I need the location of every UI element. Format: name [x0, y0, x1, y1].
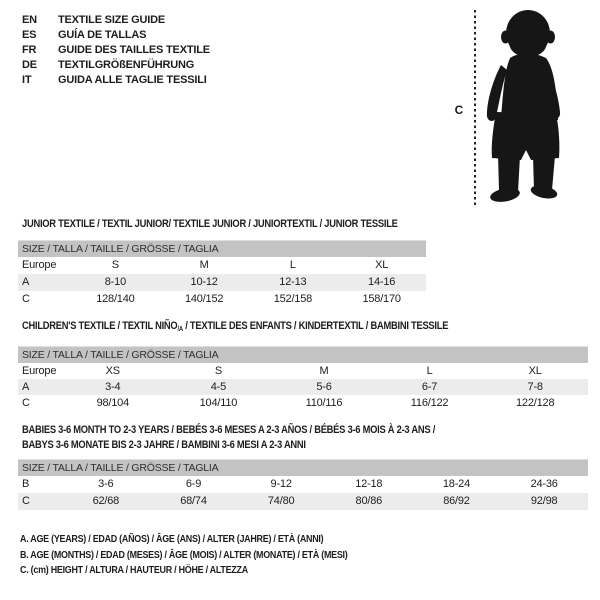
age-years-row	[18, 379, 588, 395]
legend-notes	[20, 532, 405, 579]
value-cell: 4-5	[166, 379, 272, 395]
value-cell: 3-4	[60, 379, 166, 395]
language-code: IT	[22, 74, 32, 86]
row-label: A	[18, 274, 71, 291]
height-cm-row	[18, 493, 588, 510]
language-title: TEXTILGRÖßENFÜHRUNG	[58, 59, 195, 71]
children-table-title	[22, 319, 448, 337]
language-title: GUIDE DES TAILLES TEXTILE	[58, 44, 210, 56]
value-cell: 68/74	[150, 493, 238, 510]
value-cell: 12-13	[249, 274, 338, 291]
babies-table-title	[22, 423, 435, 453]
language-row-en	[22, 13, 210, 28]
value-cell: 7-8	[482, 379, 588, 395]
value-cell: 152/158	[273, 293, 313, 305]
value-cell: 128/140	[96, 293, 135, 305]
europe-sizes-row	[18, 257, 426, 274]
value-cell: 98/104	[96, 396, 130, 409]
babies-title-line2: BABYS 3-6 MONATE BIS 2-3 JAHRE / BAMBINI 3-6 MESI A 2-3 ANNI	[22, 439, 306, 451]
height-cm-row	[18, 395, 588, 411]
language-title: TEXTILE SIZE GUIDE	[58, 14, 166, 26]
language-list	[22, 13, 210, 88]
value-cell: 12-18	[355, 478, 383, 490]
value-cell: 158/170	[362, 293, 401, 305]
language-row-de	[22, 58, 210, 73]
row-label: C	[22, 293, 30, 305]
children-title-suffix: / TEXTILE DES ENFANTS / KINDERTEXTIL / BAMBINI TESSILE	[182, 320, 449, 332]
value-cell: 5-6	[271, 379, 377, 395]
language-row-es	[22, 28, 210, 43]
value-cell: 122/128	[516, 396, 555, 409]
value-cell: 6-9	[185, 478, 202, 490]
note-age-years: A. AGE (YEARS) / EDAD (AÑOS) / ÂGE (ANS) / ALTER (JAHRE) / ETÀ (ANNI)	[20, 533, 324, 545]
size-header-label: SIZE / TALLA / TAILLE / GRÖSSE / TAGLIA	[18, 460, 588, 476]
value-cell: 8-10	[71, 274, 160, 291]
size-cell: XL	[375, 259, 389, 271]
size-header-row	[18, 347, 588, 363]
value-cell: 6-7	[377, 379, 483, 395]
row-label: C	[18, 493, 62, 510]
language-row-it	[22, 73, 210, 88]
row-label: Europe	[22, 364, 57, 377]
babies-title-line1: BABIES 3-6 MONTH TO 2-3 YEARS / BEBÉS 3-6 MESES A 2-3 AÑOS / BÉBÉS 3-6 MOIS À 2-3 ANS /	[22, 424, 436, 436]
value-cell: 92/98	[500, 493, 588, 510]
size-header-label: SIZE / TALLA / TAILLE / GRÖSSE / TAGLIA	[18, 241, 426, 257]
language-title: GUIDA ALLE TAGLIE TESSILI	[58, 74, 207, 86]
language-code: FR	[22, 44, 37, 56]
row-label: Europe	[22, 259, 57, 271]
value-cell: 86/92	[413, 493, 501, 510]
row-label: B	[22, 478, 30, 490]
height-label: C	[454, 103, 464, 117]
size-cell: XS	[105, 364, 120, 377]
baby-silhouette-icon	[486, 8, 570, 206]
value-cell: 24-36	[530, 478, 558, 490]
size-cell: L	[289, 259, 296, 271]
size-cell: M	[319, 364, 329, 377]
row-label: A	[18, 379, 60, 395]
value-cell: 80/86	[325, 493, 413, 510]
value-cell: 62/68	[62, 493, 150, 510]
language-code: EN	[22, 14, 37, 26]
children-title-subscript: /A	[177, 326, 183, 333]
value-cell: 3-6	[98, 478, 114, 490]
language-code: DE	[22, 59, 37, 71]
language-code: ES	[22, 29, 37, 41]
language-title: GUÍA DE TALLAS	[58, 29, 147, 41]
size-cell: S	[111, 259, 119, 271]
children-title-prefix: CHILDREN'S TEXTILE / TEXTIL NIÑO	[22, 320, 178, 332]
children-size-table	[18, 346, 588, 411]
value-cell: 110/116	[305, 396, 343, 409]
value-cell: 104/110	[199, 396, 238, 409]
height-cm-row	[18, 291, 426, 308]
size-cell: L	[426, 364, 433, 377]
value-cell: 18-24	[442, 478, 471, 490]
value-cell: 9-12	[270, 478, 292, 490]
size-cell: XL	[528, 364, 542, 377]
row-label: C	[22, 396, 30, 409]
note-age-months: B. AGE (MONTHS) / EDAD (MESES) / ÂGE (MOIS) / ALTER (MONATE) / ETÀ (MESI)	[20, 548, 348, 561]
value-cell: 116/122	[410, 396, 449, 409]
size-cell: M	[199, 259, 209, 271]
note-height-cm: C. (cm) HEIGHT / ALTURA / HAUTEUR / HÖHE / ALTEZZA	[20, 564, 248, 576]
babies-size-table	[18, 459, 588, 510]
value-cell: 14-16	[337, 274, 426, 291]
size-header-row	[18, 460, 588, 476]
age-months-row	[18, 476, 588, 493]
value-cell: 74/80	[237, 493, 325, 510]
value-cell: 10-12	[160, 274, 249, 291]
value-cell: 140/152	[184, 293, 224, 305]
size-cell: S	[214, 364, 222, 377]
size-header-label: SIZE / TALLA / TAILLE / GRÖSSE / TAGLIA	[18, 347, 588, 363]
height-reference-line	[474, 10, 476, 206]
europe-sizes-row	[18, 363, 588, 379]
language-row-fr	[22, 43, 210, 58]
size-header-row	[18, 241, 426, 257]
age-years-row	[18, 274, 426, 291]
junior-size-table	[18, 240, 426, 308]
junior-table-title: JUNIOR TEXTILE / TEXTIL JUNIOR/ TEXTILE JUNIOR / JUNIORTEXTIL / JUNIOR TESSILE	[22, 218, 398, 230]
